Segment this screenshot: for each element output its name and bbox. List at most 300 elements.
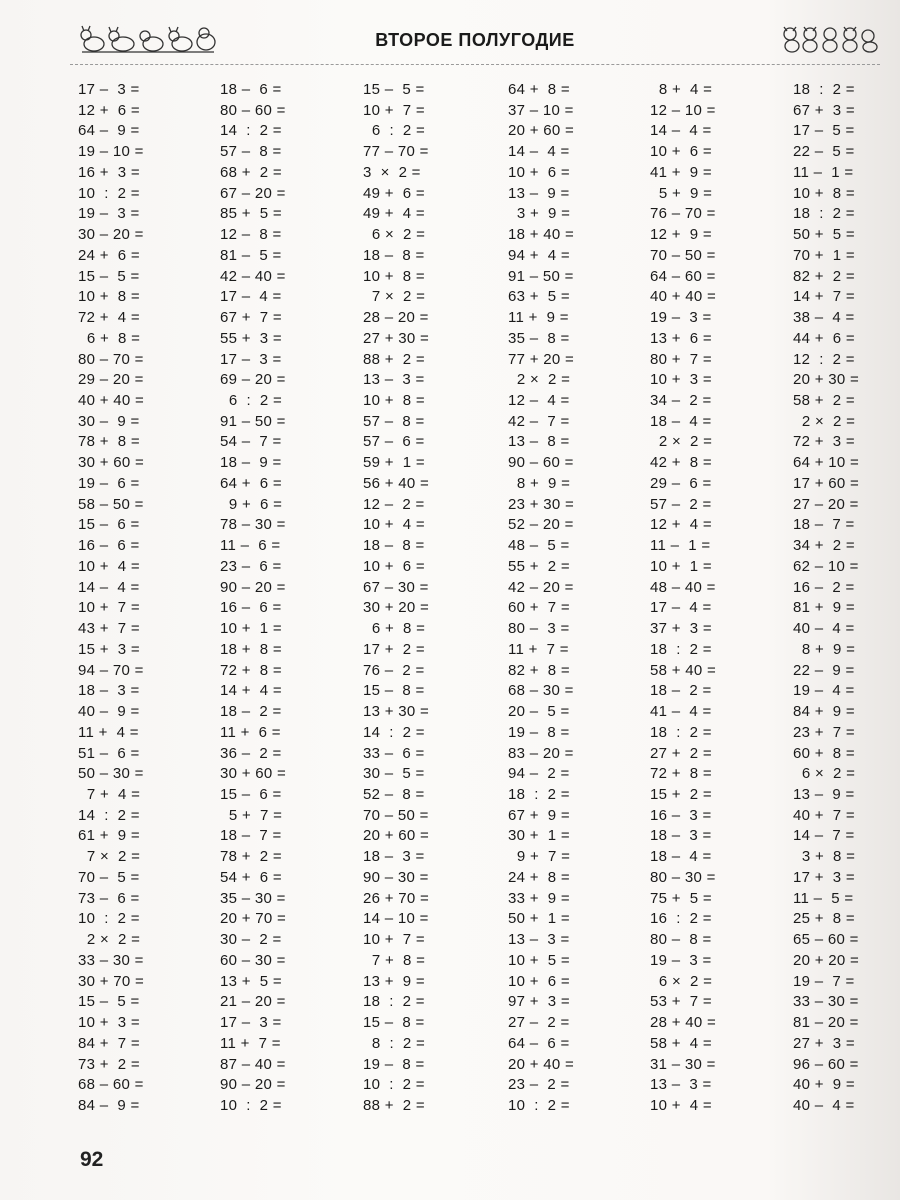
exercise-item: 8 + 4 = — [650, 81, 713, 98]
exercise-item: 13 – 3 = — [650, 1076, 712, 1094]
exercise-item: 64 – 60 = — [650, 267, 716, 285]
exercise-item: 15 – 5 = — [363, 81, 425, 98]
exercise-item: 22 – 9 = — [793, 661, 855, 679]
exercise-item: 90 – 30 = — [363, 868, 429, 886]
exercise-item: 49 + 4 = — [363, 205, 425, 223]
exercise-item: 19 – 3 = — [650, 951, 712, 969]
page-header — [70, 18, 880, 65]
exercise-item: 91 – 50 = — [508, 267, 574, 285]
exercise-item: 9 + 6 = — [220, 495, 283, 513]
exercise-item: 80 – 3 = — [508, 620, 570, 638]
exercise-item: 40 – 4 = — [793, 1096, 855, 1114]
exercise-item: 13 + 5 = — [220, 972, 282, 990]
exercise-item: 19 – 8 = — [508, 723, 570, 741]
exercise-item: 10 + 7 = — [363, 101, 425, 119]
exercise-item: 10 + 6 = — [508, 163, 570, 181]
exercise-column — [508, 80, 628, 1117]
exercise-item: 70 – 5 = — [78, 868, 140, 886]
exercise-item: 81 + 9 = — [793, 599, 855, 617]
exercise-item: 64 – 9 = — [78, 122, 140, 140]
exercise-item: 10 : 2 = — [220, 1096, 282, 1114]
exercise-item: 81 – 5 = — [220, 246, 282, 264]
exercise-item: 20 + 60 = — [508, 122, 575, 140]
exercise-item: 10 : 2 = — [78, 184, 140, 202]
exercise-item: 88 + 2 = — [363, 1096, 425, 1114]
exercise-item: 17 – 3 = — [220, 1014, 282, 1032]
exercise-item: 54 + 6 = — [220, 868, 282, 886]
exercise-item: 94 – 70 = — [78, 661, 144, 679]
exercise-item: 29 – 20 = — [78, 371, 144, 389]
exercise-item: 49 + 6 = — [363, 184, 425, 202]
exercise-item: 18 – 4 = — [650, 848, 712, 866]
exercise-item: 15 + 3 = — [78, 640, 140, 658]
exercise-item: 43 + 7 = — [78, 620, 140, 638]
exercise-item: 20 – 5 = — [508, 703, 570, 721]
exercise-item: 84 – 9 = — [78, 1096, 140, 1114]
exercise-item: 19 – 10 = — [78, 143, 144, 161]
exercise-item: 30 + 60 = — [78, 454, 145, 472]
exercise-item: 14 – 4 = — [650, 122, 712, 140]
exercise-item: 64 + 8 = — [508, 81, 570, 98]
exercise-item: 60 + 8 = — [793, 744, 855, 762]
exercise-item: 18 : 2 = — [508, 785, 570, 803]
exercise-item: 10 + 4 = — [78, 557, 140, 575]
exercise-item: 73 – 6 = — [78, 889, 140, 907]
exercise-item: 33 + 9 = — [508, 889, 570, 907]
exercise-item: 30 – 5 = — [363, 765, 425, 783]
exercise-item: 12 + 4 = — [650, 516, 712, 534]
exercise-item: 14 – 4 = — [78, 578, 140, 596]
exercise-item: 21 – 20 = — [220, 993, 286, 1011]
exercise-item: 10 : 2 = — [508, 1096, 570, 1114]
exercise-item: 10 + 8 = — [363, 392, 425, 410]
exercise-item: 10 + 4 = — [650, 1096, 712, 1114]
exercise-item: 70 + 1 = — [793, 246, 855, 264]
exercise-item: 76 – 70 = — [650, 205, 716, 223]
exercise-item: 18 – 8 = — [363, 246, 425, 264]
exercise-item: 5 + 7 = — [220, 806, 283, 824]
exercise-item: 10 + 7 = — [78, 599, 140, 617]
exercise-item: 11 – 1 = — [650, 537, 711, 555]
exercise-item: 13 + 6 = — [650, 329, 712, 347]
exercise-item: 37 – 10 = — [508, 101, 574, 119]
exercise-item: 10 + 3 = — [78, 1014, 140, 1032]
exercise-item: 58 – 50 = — [78, 495, 144, 513]
exercise-item: 75 + 5 = — [650, 889, 712, 907]
exercise-item: 18 – 6 = — [220, 81, 282, 98]
exercise-item: 18 : 2 = — [363, 993, 425, 1011]
exercise-item: 17 + 2 = — [363, 640, 425, 658]
exercise-item: 20 + 40 = — [508, 1055, 575, 1073]
exercise-item: 33 – 30 = — [78, 951, 144, 969]
exercise-item: 41 + 9 = — [650, 163, 712, 181]
exercise-item: 18 – 4 = — [650, 412, 712, 430]
exercise-item: 19 – 6 = — [78, 474, 140, 492]
exercise-item: 18 – 3 = — [650, 827, 712, 845]
exercise-item: 12 – 10 = — [650, 101, 716, 119]
page-title: ВТОРОЕ ПОЛУГОДИЕ — [375, 30, 575, 50]
exercise-item: 18 – 8 = — [363, 537, 425, 555]
exercise-item: 91 – 50 = — [220, 412, 286, 430]
exercise-item: 6 : 2 = — [220, 392, 283, 410]
exercise-item: 14 – 10 = — [363, 910, 429, 928]
exercise-item: 22 – 5 = — [793, 143, 855, 161]
exercise-item: 40 + 9 = — [793, 1076, 855, 1094]
exercise-item: 67 + 9 = — [508, 806, 570, 824]
exercise-item: 11 – 5 = — [793, 889, 854, 907]
exercise-item: 52 – 8 = — [363, 785, 425, 803]
exercise-item: 94 – 2 = — [508, 765, 570, 783]
exercise-item: 88 + 2 = — [363, 350, 425, 368]
exercise-item: 10 + 1 = — [650, 557, 712, 575]
exercise-item: 30 + 60 = — [220, 765, 287, 783]
exercise-item: 10 + 6 = — [650, 143, 712, 161]
exercise-item: 11 + 7 = — [220, 1034, 281, 1052]
exercise-item: 16 : 2 = — [650, 910, 712, 928]
exercise-item: 6 + 8 = — [78, 329, 141, 347]
exercise-item: 13 + 30 = — [363, 703, 430, 721]
exercise-grid — [78, 80, 888, 1125]
exercise-item: 96 – 60 = — [793, 1055, 859, 1073]
exercise-item: 10 + 7 = — [363, 931, 425, 949]
exercise-item: 40 + 40 = — [78, 392, 145, 410]
exercise-item: 10 + 6 = — [363, 557, 425, 575]
exercise-item: 36 – 2 = — [220, 744, 282, 762]
exercise-item: 78 + 2 = — [220, 848, 282, 866]
exercise-column — [220, 80, 340, 1117]
exercise-item: 8 + 9 = — [793, 640, 856, 658]
exercise-item: 30 – 9 = — [78, 412, 140, 430]
exercise-item: 12 + 9 = — [650, 226, 712, 244]
exercise-item: 84 + 7 = — [78, 1034, 140, 1052]
exercise-item: 40 – 4 = — [793, 620, 855, 638]
exercise-item: 90 – 60 = — [508, 454, 574, 472]
exercise-item: 10 : 2 = — [363, 1076, 425, 1094]
exercise-item: 17 – 5 = — [793, 122, 855, 140]
exercise-item: 53 + 7 = — [650, 993, 712, 1011]
exercise-item: 60 + 7 = — [508, 599, 570, 617]
exercise-item: 9 + 7 = — [508, 848, 571, 866]
exercise-item: 18 – 3 = — [78, 682, 140, 700]
exercise-item: 17 – 4 = — [220, 288, 282, 306]
exercise-item: 11 + 6 = — [220, 723, 281, 741]
exercise-item: 67 + 7 = — [220, 309, 282, 327]
exercise-item: 17 – 3 = — [78, 81, 140, 98]
exercise-item: 6 × 2 = — [793, 765, 856, 783]
exercise-item: 40 + 40 = — [650, 288, 717, 306]
exercise-item: 37 + 3 = — [650, 620, 712, 638]
exercise-item: 80 – 70 = — [78, 350, 144, 368]
exercise-column — [78, 80, 198, 1117]
exercise-item: 25 + 8 = — [793, 910, 855, 928]
exercise-item: 67 – 20 = — [220, 184, 286, 202]
exercise-item: 42 – 40 = — [220, 267, 286, 285]
exercise-item: 17 – 4 = — [650, 599, 712, 617]
exercise-item: 23 – 6 = — [220, 557, 282, 575]
exercise-item: 12 : 2 = — [793, 350, 855, 368]
exercise-item: 78 + 8 = — [78, 433, 140, 451]
exercise-item: 14 : 2 = — [78, 806, 140, 824]
exercise-item: 12 – 2 = — [363, 495, 425, 513]
exercise-item: 6 × 2 = — [650, 972, 713, 990]
exercise-item: 16 – 6 = — [220, 599, 282, 617]
exercise-item: 29 – 6 = — [650, 474, 712, 492]
exercise-item: 18 + 40 = — [508, 226, 575, 244]
exercise-item: 18 : 2 = — [793, 81, 855, 98]
exercise-item: 13 – 3 = — [508, 931, 570, 949]
exercise-item: 18 : 2 = — [650, 640, 712, 658]
exercise-item: 41 – 4 = — [650, 703, 712, 721]
exercise-item: 20 + 70 = — [220, 910, 287, 928]
exercise-item: 19 – 3 = — [650, 309, 712, 327]
exercise-item: 40 + 7 = — [793, 806, 855, 824]
exercise-item: 83 – 20 = — [508, 744, 574, 762]
exercise-item: 7 × 2 = — [363, 288, 426, 306]
exercise-item: 27 – 20 = — [793, 495, 859, 513]
exercise-item: 12 + 6 = — [78, 101, 140, 119]
exercise-item: 10 + 4 = — [363, 516, 425, 534]
exercise-item: 19 – 8 = — [363, 1055, 425, 1073]
exercise-item: 30 – 2 = — [220, 931, 282, 949]
exercise-item: 42 + 8 = — [650, 454, 712, 472]
exercise-item: 13 – 9 = — [793, 785, 855, 803]
exercise-item: 44 + 6 = — [793, 329, 855, 347]
exercise-item: 14 : 2 = — [363, 723, 425, 741]
exercise-item: 2 × 2 = — [78, 931, 141, 949]
exercise-item: 97 + 3 = — [508, 993, 570, 1011]
exercise-item: 15 – 8 = — [363, 1014, 425, 1032]
exercise-item: 11 – 6 = — [220, 537, 281, 555]
exercise-item: 55 + 3 = — [220, 329, 282, 347]
exercise-item: 33 – 6 = — [363, 744, 425, 762]
exercise-item: 18 + 8 = — [220, 640, 282, 658]
exercise-item: 15 – 5 = — [78, 267, 140, 285]
exercise-item: 64 + 6 = — [220, 474, 282, 492]
exercise-item: 72 + 8 = — [220, 661, 282, 679]
exercise-item: 26 + 70 = — [363, 889, 430, 907]
exercise-item: 14 + 4 = — [220, 682, 282, 700]
exercise-item: 6 × 2 = — [363, 226, 426, 244]
exercise-item: 5 + 9 = — [650, 184, 713, 202]
exercise-item: 13 – 8 = — [508, 433, 570, 451]
exercise-item: 61 + 9 = — [78, 827, 140, 845]
exercise-item: 35 – 8 = — [508, 329, 570, 347]
exercise-item: 18 – 7 = — [793, 516, 855, 534]
exercise-item: 87 – 40 = — [220, 1055, 286, 1073]
exercise-item: 65 – 60 = — [793, 931, 859, 949]
exercise-item: 50 + 1 = — [508, 910, 570, 928]
exercise-item: 31 – 30 = — [650, 1055, 716, 1073]
exercise-item: 13 + 9 = — [363, 972, 425, 990]
exercise-item: 48 – 40 = — [650, 578, 716, 596]
exercise-item: 18 : 2 = — [793, 205, 855, 223]
exercise-item: 3 + 8 = — [793, 848, 856, 866]
exercise-item: 78 – 30 = — [220, 516, 286, 534]
exercise-item: 57 – 8 = — [220, 143, 282, 161]
exercise-item: 90 – 20 = — [220, 1076, 286, 1094]
exercise-item: 6 + 8 = — [363, 620, 426, 638]
exercise-item: 23 + 7 = — [793, 723, 855, 741]
exercise-item: 34 + 2 = — [793, 537, 855, 555]
exercise-item: 14 : 2 = — [220, 122, 282, 140]
exercise-item: 50 + 5 = — [793, 226, 855, 244]
exercise-item: 48 – 5 = — [508, 537, 570, 555]
exercise-item: 3 × 2 = — [363, 163, 421, 181]
exercise-item: 30 – 20 = — [78, 226, 144, 244]
exercise-item: 27 + 3 = — [793, 1034, 855, 1052]
exercise-item: 23 + 30 = — [508, 495, 575, 513]
exercise-item: 90 – 20 = — [220, 578, 286, 596]
exercise-item: 27 + 2 = — [650, 744, 712, 762]
exercise-item: 16 – 3 = — [650, 806, 712, 824]
exercise-item: 42 – 20 = — [508, 578, 574, 596]
exercise-item: 77 + 20 = — [508, 350, 575, 368]
exercise-item: 14 – 4 = — [508, 143, 570, 161]
exercise-column — [650, 80, 770, 1117]
exercise-item: 6 : 2 = — [363, 122, 426, 140]
exercise-item: 7 + 8 = — [363, 951, 426, 969]
exercise-item: 13 – 9 = — [508, 184, 570, 202]
exercise-item: 60 – 30 = — [220, 951, 286, 969]
exercise-item: 72 + 4 = — [78, 309, 140, 327]
exercise-item: 30 + 1 = — [508, 827, 570, 845]
exercise-item: 15 – 6 = — [78, 516, 140, 534]
exercise-item: 51 – 6 = — [78, 744, 140, 762]
exercise-item: 20 + 60 = — [363, 827, 430, 845]
exercise-item: 7 + 4 = — [78, 785, 141, 803]
exercise-item: 20 + 20 = — [793, 951, 860, 969]
exercise-item: 50 – 30 = — [78, 765, 144, 783]
exercise-item: 14 + 7 = — [793, 288, 855, 306]
exercise-item: 10 + 1 = — [220, 620, 282, 638]
exercise-item: 2 × 2 = — [650, 433, 713, 451]
exercise-item: 68 – 60 = — [78, 1076, 144, 1094]
exercise-item: 58 + 40 = — [650, 661, 717, 679]
exercise-item: 18 – 2 = — [220, 703, 282, 721]
exercise-item: 40 – 9 = — [78, 703, 140, 721]
exercise-item: 85 + 5 = — [220, 205, 282, 223]
exercise-item: 63 + 5 = — [508, 288, 570, 306]
exercise-column — [793, 80, 900, 1117]
exercise-item: 55 + 2 = — [508, 557, 570, 575]
exercise-item: 8 + 9 = — [508, 474, 571, 492]
exercise-item: 70 – 50 = — [363, 806, 429, 824]
exercise-item: 3 + 9 = — [508, 205, 571, 223]
exercise-item: 82 + 8 = — [508, 661, 570, 679]
exercise-item: 28 – 20 = — [363, 309, 429, 327]
exercise-item: 2 × 2 = — [508, 371, 571, 389]
exercise-item: 13 – 3 = — [363, 371, 425, 389]
exercise-item: 17 + 3 = — [793, 868, 855, 886]
exercise-item: 68 + 2 = — [220, 163, 282, 181]
exercise-item: 72 + 8 = — [650, 765, 712, 783]
exercise-item: 19 – 3 = — [78, 205, 140, 223]
exercise-item: 15 – 8 = — [363, 682, 425, 700]
exercise-item: 64 – 6 = — [508, 1034, 570, 1052]
exercise-item: 59 + 1 = — [363, 454, 425, 472]
exercise-item: 10 + 8 = — [793, 184, 855, 202]
exercise-item: 18 – 3 = — [363, 848, 425, 866]
exercise-item: 16 – 6 = — [78, 537, 140, 555]
exercise-item: 64 + 10 = — [793, 454, 860, 472]
exercise-item: 18 – 7 = — [220, 827, 282, 845]
exercise-item: 28 + 40 = — [650, 1014, 717, 1032]
exercise-item: 57 – 6 = — [363, 433, 425, 451]
exercise-item: 17 – 3 = — [220, 350, 282, 368]
exercise-item: 70 – 50 = — [650, 246, 716, 264]
exercise-item: 23 – 2 = — [508, 1076, 570, 1094]
exercise-item: 38 – 4 = — [793, 309, 855, 327]
exercise-item: 30 + 70 = — [78, 972, 145, 990]
exercise-item: 27 – 2 = — [508, 1014, 570, 1032]
exercise-item: 14 – 7 = — [793, 827, 855, 845]
exercise-item: 2 × 2 = — [793, 412, 856, 430]
exercise-item: 19 – 7 = — [793, 972, 855, 990]
exercise-item: 19 – 4 = — [793, 682, 855, 700]
exercise-item: 10 + 8 = — [78, 288, 140, 306]
exercise-item: 30 + 20 = — [363, 599, 430, 617]
exercise-item: 80 – 60 = — [220, 101, 286, 119]
exercise-item: 81 – 20 = — [793, 1014, 859, 1032]
exercise-item: 57 – 8 = — [363, 412, 425, 430]
exercise-item: 27 + 30 = — [363, 329, 430, 347]
exercise-item: 24 + 6 = — [78, 246, 140, 264]
exercise-item: 58 + 2 = — [793, 392, 855, 410]
exercise-item: 11 – 1 = — [793, 163, 854, 181]
exercise-item: 67 – 30 = — [363, 578, 429, 596]
exercise-item: 12 – 8 = — [220, 226, 282, 244]
exercise-item: 42 – 7 = — [508, 412, 570, 430]
exercise-item: 33 – 30 = — [793, 993, 859, 1011]
exercise-item: 15 – 6 = — [220, 785, 282, 803]
exercise-item: 80 – 8 = — [650, 931, 712, 949]
exercise-item: 18 : 2 = — [650, 723, 712, 741]
exercise-item: 10 + 5 = — [508, 951, 570, 969]
exercise-item: 68 – 30 = — [508, 682, 574, 700]
exercise-item: 56 + 40 = — [363, 474, 430, 492]
exercise-item: 16 + 3 = — [78, 163, 140, 181]
exercise-item: 58 + 4 = — [650, 1034, 712, 1052]
exercise-item: 69 – 20 = — [220, 371, 286, 389]
exercise-item: 18 – 9 = — [220, 454, 282, 472]
exercise-item: 35 – 30 = — [220, 889, 286, 907]
exercise-item: 17 + 60 = — [793, 474, 860, 492]
exercise-item: 24 + 8 = — [508, 868, 570, 886]
exercise-item: 54 – 7 = — [220, 433, 282, 451]
exercise-item: 15 + 2 = — [650, 785, 712, 803]
exercise-column — [363, 80, 483, 1117]
exercise-item: 82 + 2 = — [793, 267, 855, 285]
exercise-item: 80 + 7 = — [650, 350, 712, 368]
exercise-item: 15 – 5 = — [78, 993, 140, 1011]
exercise-item: 72 + 3 = — [793, 433, 855, 451]
exercise-item: 67 + 3 = — [793, 101, 855, 119]
exercise-item: 11 + 7 = — [508, 640, 569, 658]
exercise-item: 16 – 2 = — [793, 578, 855, 596]
exercise-item: 8 : 2 = — [363, 1034, 426, 1052]
exercise-item: 11 + 9 = — [508, 309, 569, 327]
exercise-item: 10 : 2 = — [78, 910, 140, 928]
page-number: 92 — [80, 1148, 104, 1171]
exercise-item: 57 – 2 = — [650, 495, 712, 513]
exercise-item: 7 × 2 = — [78, 848, 141, 866]
exercise-item: 80 – 30 = — [650, 868, 716, 886]
exercise-item: 94 + 4 = — [508, 246, 570, 264]
exercise-item: 20 + 30 = — [793, 371, 860, 389]
animals-illustration-icon — [780, 22, 880, 56]
exercise-item: 52 – 20 = — [508, 516, 574, 534]
exercise-item: 10 + 8 = — [363, 267, 425, 285]
